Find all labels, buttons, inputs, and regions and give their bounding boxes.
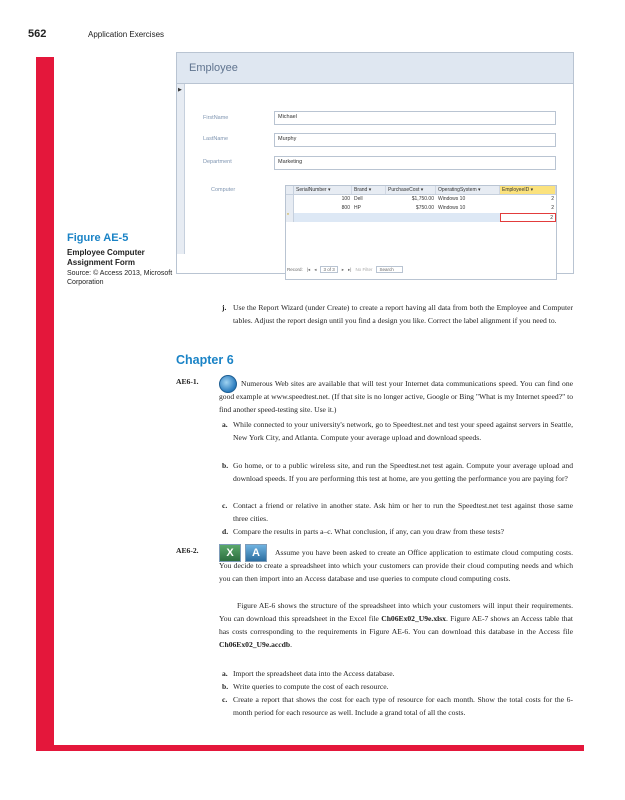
next-record-icon[interactable]: ▸ [341, 266, 344, 272]
ae6-1-intro: Numerous Web sites are available that will test your Internet data communications speed. You can find one good example at www.speedtest.net. (If that site is no longer active, Google or Bing "What is my Internet speed?" to find another speed-testing site. Use it.) [219, 379, 573, 414]
filter-indicator[interactable]: No Filter [355, 267, 373, 272]
excel-filename: Ch06Ex02_U9e.xlsx [381, 614, 446, 623]
ae6-2-item-a: a. Import the spreadsheet data into the Access database. [222, 669, 395, 678]
firstname-label: FirstName [203, 115, 229, 121]
ae6-1-item-d: d. Compare the results in parts a–c. What conclusion, if any, can you draw from these tests? [222, 527, 504, 536]
new-record-marker: * [286, 213, 294, 222]
ae6-2-item-b: b. Write queries to compute the cost of each resource. [222, 682, 389, 691]
chapter-heading: Chapter 6 [176, 353, 234, 367]
access-icon: A [245, 544, 267, 562]
firstname-field[interactable]: Michael [274, 111, 556, 125]
new-record-row[interactable] [286, 213, 556, 222]
record-arrow-icon: ▶ [178, 87, 182, 93]
figure-title: Employee Computer Assignment Form [67, 248, 145, 267]
table-row[interactable]: 100 Dell $1,750.00 Windows 10 2 [286, 195, 556, 204]
exercise-ae6-2-label: AE6-2. [176, 546, 199, 555]
prev-record-icon[interactable]: ◂ [314, 266, 317, 272]
record-selector[interactable] [177, 84, 185, 254]
record-navigation [287, 266, 403, 273]
search-input[interactable]: Search [376, 266, 402, 273]
col-purchasecost[interactable]: PurchaseCost ▾ [386, 186, 436, 194]
col-employeeid[interactable]: EmployeeID ▾ [500, 186, 556, 194]
employeeid-new-cell[interactable]: 2 [500, 213, 556, 222]
running-title: Application Exercises [88, 30, 165, 39]
exercise-ae6-1-label: AE6-1. [176, 377, 199, 386]
lastname-label: LastName [203, 136, 229, 142]
page-number: 562 [28, 28, 47, 40]
step-j: j. Use the Report Wizard (under Create) to create a report having all data from both the Employee and Computer tables. Adjust the report design until you find a design you like. Correct the label alignment if you need to. [222, 303, 573, 325]
first-record-icon[interactable]: |◂ [306, 266, 311, 272]
col-brand[interactable]: Brand ▾ [352, 186, 386, 194]
figure-label: Figure AE-5 [67, 232, 129, 244]
form-title: Employee [189, 62, 238, 74]
ae6-2-paragraph-2: Figure AE-6 shows the structure of the spreadsheet into which your customers will input their requirements. You can download this spreadsheet in the Excel file Ch06Ex02_U9e.xlsx. Figure AE-7 shows an Access table that has costs corresponding to the requirements in Figure AE-6. You can download this database in the Access file Ch06Ex02_U9e.accdb. [219, 601, 573, 649]
subform-header-row [286, 186, 556, 195]
table-row[interactable]: 800 HP $750.00 Windows 10 2 [286, 204, 556, 213]
record-label: Record: [287, 267, 303, 272]
computer-subform-label: Computer [211, 187, 236, 193]
record-position[interactable]: 3 of 3 [320, 266, 337, 273]
figure-source: Source: © Access 2013, Microsoft Corporation [67, 270, 173, 286]
ae6-1-item-c: c. Contact a friend or relative in another state. Ask him or her to run the Speedtest.net test against those same three cities. [222, 501, 573, 523]
ae6-2-item-c: c. Create a report that shows the cost for each type of resource for each month. Show the total costs for the 6-month period for each resource as well. Include a grand total of all the costs. [222, 695, 573, 717]
col-serialnumber[interactable]: SerialNumber ▾ [294, 186, 352, 194]
ae6-2-intro: Assume you have been asked to create an Office application to estimate cloud computing costs. You decide to create a spreadsheet into which your customers can provide their cloud computing needs and which you can then import into an Access database and use queries to compute cloud computing costs. [219, 548, 573, 583]
accent-bottom-rule [36, 745, 584, 751]
ae6-1-item-a: a. While connected to your university's network, go to Speedtest.net and test your speed against servers in Seattle, New York City, and Atlanta. Compute your average upload and download speeds. [222, 420, 573, 442]
excel-icon: X [219, 544, 241, 562]
department-label: Department [203, 159, 232, 165]
figure-caption [67, 232, 177, 287]
ae6-1-item-b: b. Go home, or to a public wireless site, and run the Speedtest.net test again. Compute your average upload and download speeds. If you are performing this test at home, are you getting the performance you are paying for? [222, 461, 573, 483]
employee-form-screenshot [176, 52, 574, 274]
lastname-field[interactable]: Murphy [274, 133, 556, 147]
last-record-icon[interactable]: ▸| [348, 266, 352, 272]
accent-bar [36, 57, 54, 751]
col-operatingsystem[interactable]: OperatingSystem ▾ [436, 186, 500, 194]
department-field[interactable]: Marketing [274, 156, 556, 170]
access-filename: Ch06Ex02_U9e.accdb [219, 640, 291, 649]
form-header [177, 53, 573, 84]
